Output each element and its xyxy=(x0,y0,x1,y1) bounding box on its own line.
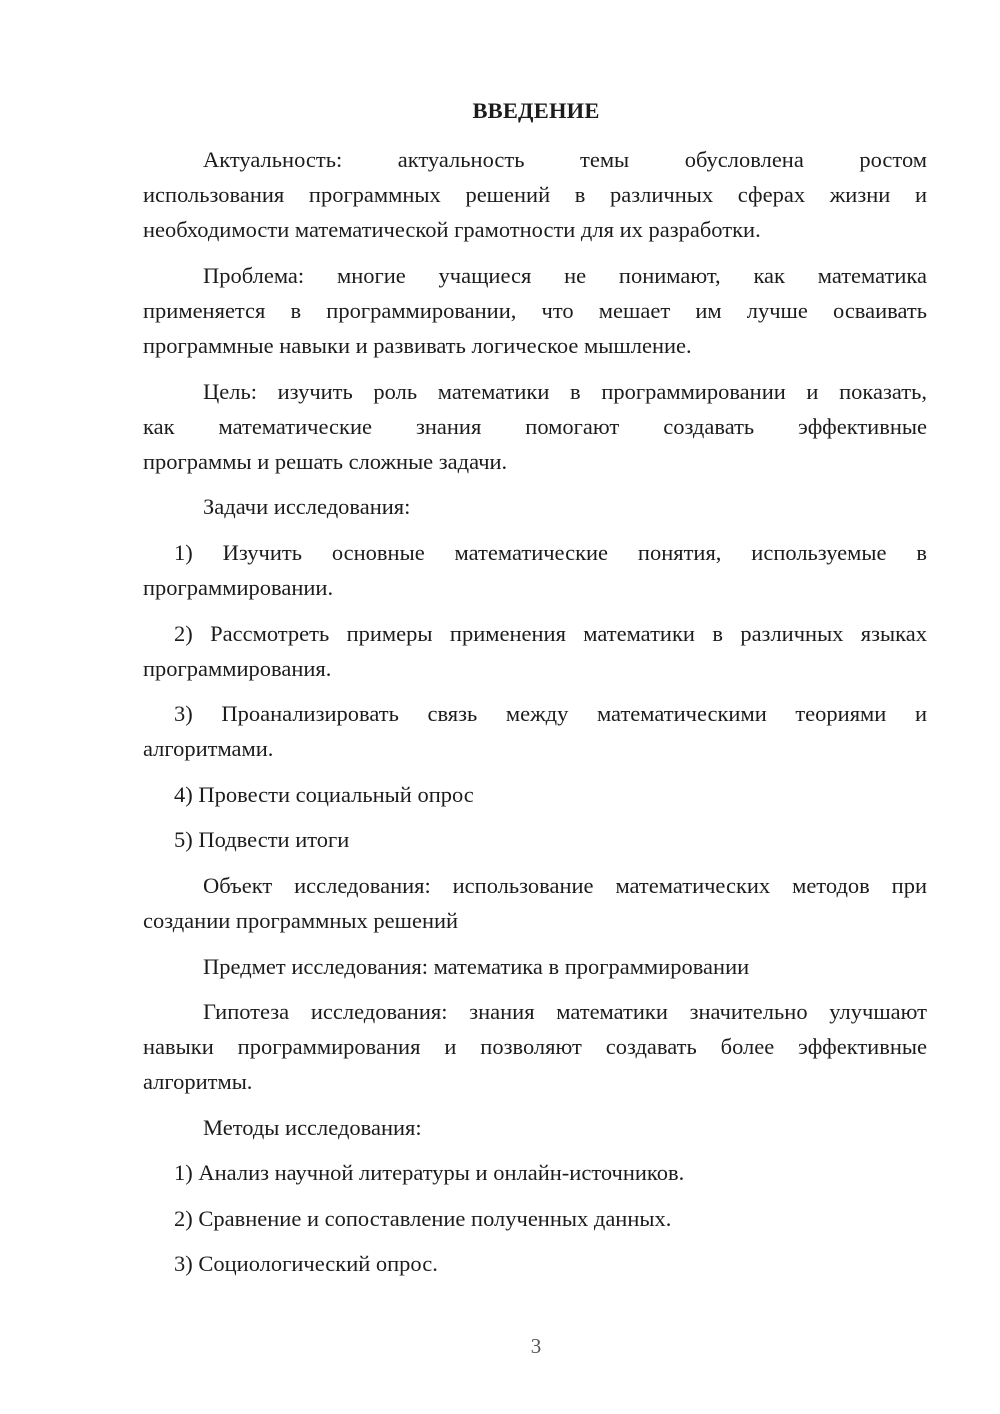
paragraph-line: Гипотеза исследования: знания математики значительно улучшают xyxy=(203,999,927,1024)
list-item-line: 5) Подвести итоги xyxy=(174,827,350,852)
list-item-line: 1) Изучить основные математические понятия, используемые в xyxy=(174,540,927,565)
paragraph-line: применяется в программировании, что мешает им лучше осваивать xyxy=(143,298,927,323)
paragraph-line: как математические знания помогают создавать эффективные xyxy=(143,414,927,439)
list-item-line: 1) Анализ научной литературы и онлайн-источников. xyxy=(174,1160,685,1185)
paragraph-line: навыки программирования и позволяют создавать более эффективные xyxy=(143,1034,927,1059)
list-item-line: программировании. xyxy=(143,575,334,600)
paragraph-line: Цель: изучить роль математики в программировании и показать, xyxy=(203,379,927,404)
list-item-line: алгоритмами. xyxy=(143,736,274,761)
paragraph-line: создании программных решений xyxy=(143,908,459,933)
paragraph-line: Объект исследования: использование математических методов при xyxy=(203,873,927,898)
paragraph-line: необходимости математической грамотности для их разработки. xyxy=(143,217,761,242)
paragraph-line: программные навыки и развивать логическое мышление. xyxy=(143,333,692,358)
subheading-line: Задачи исследования: xyxy=(203,494,411,519)
paragraph-line: Актуальность: актуальность темы обусловлена ростом xyxy=(203,147,927,172)
paragraph-line: программы и решать сложные задачи. xyxy=(143,449,508,474)
paragraph-line: Предмет исследования: математика в программировании xyxy=(203,954,750,979)
paragraph-line: использования программных решений в различных сферах жизни и xyxy=(143,182,927,207)
list-item-line: 2) Сравнение и сопоставление полученных данных. xyxy=(174,1206,672,1231)
page-number: 3 xyxy=(530,1334,542,1358)
paragraph-line: Проблема: многие учащиеся не понимают, как математика xyxy=(203,263,927,288)
section-title: ВВЕДЕНИЕ xyxy=(472,98,600,123)
list-item-line: 3) Социологический опрос. xyxy=(174,1251,438,1276)
list-item-line: 3) Проанализировать связь между математическими теориями и xyxy=(174,701,927,726)
list-item-line: 4) Провести социальный опрос xyxy=(174,782,474,807)
paragraph-line: алгоритмы. xyxy=(143,1069,253,1094)
list-item-line: программирования. xyxy=(143,656,332,681)
subheading-line: Методы исследования: xyxy=(203,1115,422,1140)
list-item-line: 2) Рассмотреть примеры применения математики в различных языках xyxy=(174,621,927,646)
